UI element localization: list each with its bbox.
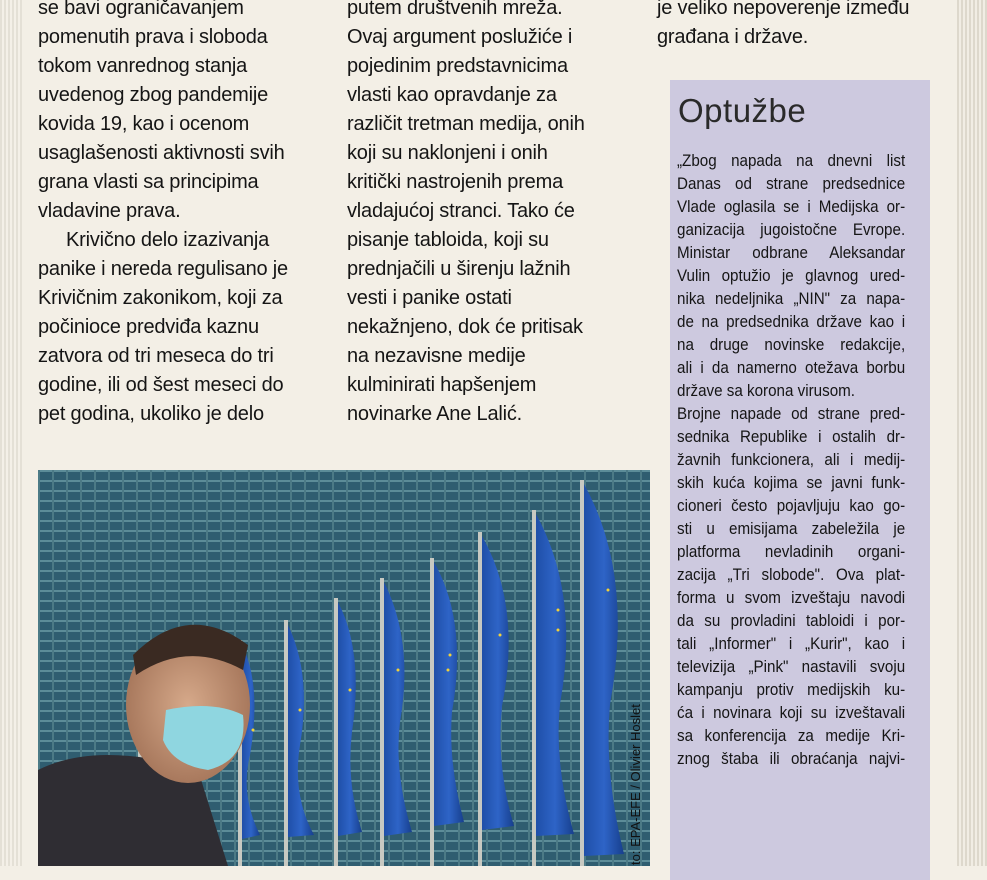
text-line: tokom vanrednog stanja [38,55,248,77]
text-line: pojedinim predstavnicima [347,55,568,77]
text-line: počinioce predviđa kaznu [38,316,259,338]
text-line: Krivičnim zakonikom, koji za [38,287,283,309]
text-line: putem društvenih mreža. [347,0,563,19]
text-line: Krivično delo izazivanja [66,229,270,251]
text-line: se bavi ograničavanjem [38,0,244,19]
sidebar-line: Vulin optužio je glavnog ured- [677,267,906,285]
sidebar-line: „Zbog napada na dnevni list [677,152,906,170]
sidebar-text [677,150,905,771]
text-line: kovida 19, kao i ocenom [38,113,250,135]
sidebar-line: cioneri često pojavljuju kao go- [677,497,906,515]
text-line: kritički nastrojenih prema [347,171,563,193]
sidebar-line: forma u svom izveštaju navodi [677,589,906,607]
text-line: grana vlasti sa principima [38,171,259,193]
sidebar-line: platforma nevladinih organi- [677,543,906,561]
sidebar-line: Vlade oglasila se i Medijska or- [677,198,906,216]
text-line: vlasti kao opravdanje za [347,84,557,106]
sidebar-line: Brojne napade od strane pred- [677,405,906,423]
page-edge-right [957,0,987,866]
text-line: vladavine prava. [38,200,181,222]
text-line: Ovaj argument poslužiće i [347,26,573,48]
sidebar-line: skih kuća kojima se javni funk- [677,474,906,492]
sidebar-line: sa konferencija za medije Kri- [677,727,906,745]
sidebar-line: ganizacija jugoistočne Evrope. [677,221,906,239]
article-column-3 [657,0,947,52]
news-photo [38,470,650,866]
sidebar-line: zacija „Tri slobode". Ova plat- [677,566,906,584]
text-line: novinarke Ane Lalić. [347,403,523,425]
text-line: nekažnjeno, dok će pritisak [347,316,583,338]
sidebar-line: na druge novinske redakcije, [677,336,906,354]
photo-credit-text: to: EPA-EFE / Olivier Hoslet [628,704,643,865]
text-line: vesti i panike ostati [347,287,512,309]
eu-flags-photo [38,470,650,866]
sidebar-line: sednika Republike i ostalih dr- [677,428,906,446]
text-line: pet godina, ukoliko je delo [38,403,264,425]
article-column-2 [347,0,627,429]
text-line: različit tretman medija, onih [347,113,585,135]
sidebar-line: Danas od strane predsednice [677,175,906,193]
sidebar-line: sti u emisijama zabeležila je [677,520,906,538]
sidebar-line: kampanju protiv medijskih ku- [677,681,906,699]
text-line: pomenutih prava i sloboda [38,26,268,48]
sidebar-line: tali „Informer" i „Kurir", kao i [677,635,906,653]
text-line: koji su naklonjeni i onih [347,142,548,164]
text-line: usaglašenosti aktivnosti svih [38,142,285,164]
text-line: kulminirati hapšenjem [347,374,537,396]
sidebar-line: televizija „Pink" nastavili svoju [677,658,906,676]
article-column-1 [38,0,328,429]
sidebar-line: da su provladini tabloidi i por- [677,612,906,630]
text-line: panike i nereda regulisano je [38,258,288,280]
text-line: na nezavisne medije [347,345,526,367]
sidebar-line: žavnih funkcionera, ali i medij- [677,451,906,469]
text-line: godine, ili od šest meseci do [38,374,284,396]
text-line: uvedenog zbog pandemije [38,84,269,106]
sidebar-line: Ministar odbrane Aleksandar [677,244,906,262]
sidebar-line: znog štaba ili obraćanja najvi- [677,750,906,768]
sidebar-line: nika nedeljnika „NIN" za napa- [677,290,906,308]
text-line: građana i države. [657,26,809,48]
text-line: je veliko nepoverenje između [657,0,910,19]
text-line: vladajućoj stranci. Tako će [347,200,575,222]
sidebar-line: ali i da namerno otežava borbu [677,359,906,377]
text-line: pisanje tabloida, koji su [347,229,549,251]
text-line: prednjačili u širenju lažnih [347,258,571,280]
page-edge-left [0,0,22,866]
text-line: zatvora od tri meseca do tri [38,345,274,367]
photo-credit [628,705,648,865]
sidebar-line: ća i novinara koji su izveštavali [677,704,906,722]
sidebar-line: de na predsednika države kao i [677,313,906,331]
sidebar-title: Optužbe [678,92,807,129]
sidebar-line: države sa korona virusom. [677,382,856,400]
